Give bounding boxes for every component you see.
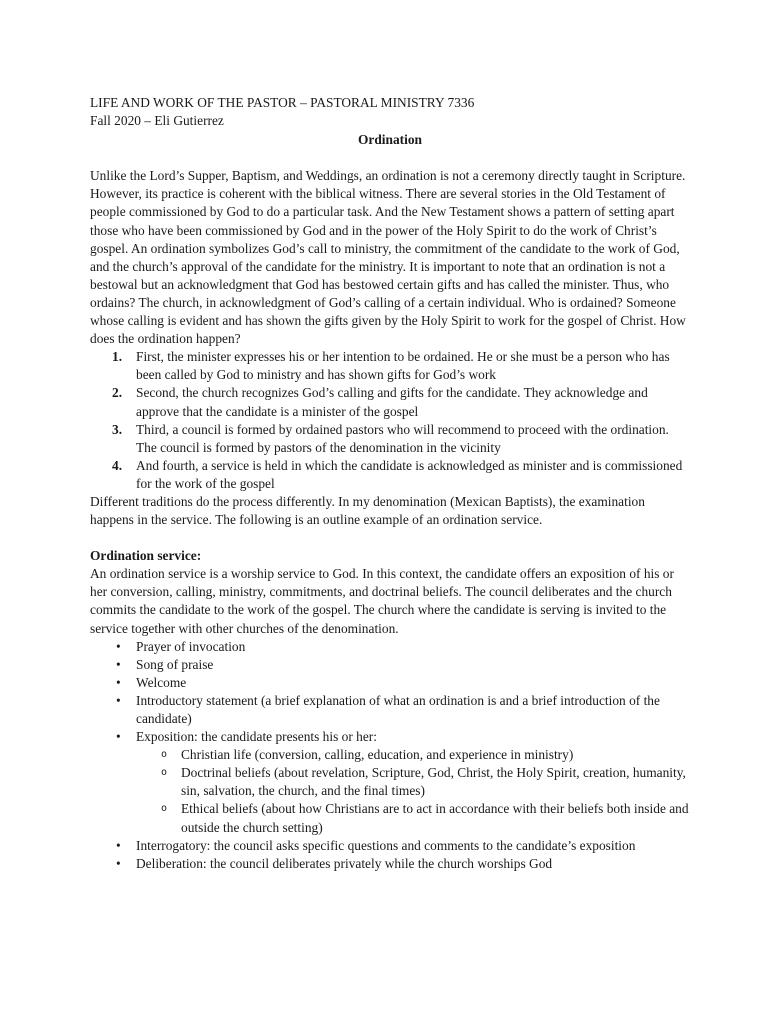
list-item-text: And fourth, a service is held in which the candidate is acknowledged as minister and is commissioned for the work of the gospel	[136, 457, 683, 491]
sub-list-item	[136, 800, 690, 836]
list-item-text: First, the minister expresses his or her intention to be ordained. He or she must be a person who has been called by God to ministry and has shown gifts for God’s work	[136, 349, 670, 383]
service-paragraph: An ordination service is a worship service to God. In this context, the candidate offers an exposition of his or her conversion, calling, ministry, commitments, and doctrinal beliefs. The council deliberates and the church commits the candidate to the work of the gospel. The church where the candidate is serving is invited to the service together with other churches of the denomination.	[90, 566, 674, 636]
bullet-icon: •	[116, 729, 121, 745]
list-item-text: Third, a council is formed by ordained pastors who will recommend to proceed with the ordination. The council is formed by pastors of the denomination in the vicinity	[136, 421, 669, 455]
list-item	[90, 692, 690, 728]
list-item	[90, 348, 690, 384]
list-item	[90, 656, 690, 674]
sub-list-item-text: Ethical beliefs (about how Christians are to act in accordance with their beliefs both inside and outside the church setting)	[181, 801, 689, 835]
course-title: LIFE AND WORK OF THE PASTOR – PASTORAL MINISTRY 7336	[90, 95, 475, 110]
bullet-icon: •	[116, 692, 121, 708]
sub-bullet-icon: o	[161, 803, 168, 815]
list-item	[90, 728, 690, 837]
list-item	[90, 421, 690, 457]
list-item	[90, 674, 690, 692]
service-outline-list	[90, 638, 690, 873]
list-item	[90, 837, 690, 855]
list-item-text: Deliberation: the council deliberates privately while the church worships God	[136, 855, 553, 871]
spacer	[90, 529, 690, 547]
intro-paragraph: Unlike the Lord’s Supper, Baptism, and Weddings, an ordination is not a ceremony directly taught in Scripture. However, its practice is coherent with the biblical witness. There are several stories in the Old Testament of people commissioned by God to do a particular task. And the New Testament shows a pattern of setting apart those who have been commissioned by God and in the power of the Holy Spirit to do the work of Christ’s gospel. An ordination symbolizes God’s call to ministry, the commitment of the candidate to the work of God, and the church’s approval of the candidate for the ministry. It is important to note that an ordination is not a bestowal but an acknowledgment that God has bestowed certain gifts and has called the minister. Thus, who ordains? The church, in acknowledgment of God’s calling of a certain individual. Who is ordained? Someone whose calling is evident and has shown the gifts given by the Holy Spirit to work for the gospel of Christ. How does the ordination happen?	[90, 168, 686, 347]
list-number: 2.	[112, 385, 123, 401]
ordination-steps-list	[90, 348, 690, 493]
list-item	[90, 457, 690, 493]
list-item-text: Prayer of invocation	[136, 638, 246, 654]
list-item-text: Exposition: the candidate presents his or her:	[136, 729, 377, 745]
sub-bullet-icon: o	[161, 749, 168, 761]
list-item	[90, 855, 690, 873]
bullet-icon: •	[116, 656, 121, 672]
closing-paragraph: Different traditions do the process differently. In my denomination (Mexican Baptists), the examination happens in the service. The following is an outline example of an ordination service.	[90, 493, 645, 528]
list-item-text: Song of praise	[136, 656, 214, 672]
list-number: 3.	[112, 421, 123, 437]
list-number: 4.	[112, 457, 123, 473]
list-item-text: Introductory statement (a brief explanation of what an ordination is and a brief introduction of the candidate)	[136, 692, 660, 726]
term-author: Fall 2020 – Eli Gutierrez	[90, 113, 224, 129]
bullet-icon: •	[116, 674, 121, 690]
document-title: Ordination	[358, 132, 422, 148]
list-item	[90, 384, 690, 420]
exposition-sublist	[136, 746, 690, 836]
spacer	[90, 149, 690, 167]
list-item	[90, 638, 690, 656]
list-number: 1.	[112, 349, 123, 365]
bullet-icon: •	[116, 837, 121, 853]
list-item-text: Second, the church recognizes God’s calling and gifts for the candidate. They acknowledge and approve that the candidate is a minister of the gospel	[136, 385, 648, 419]
document-body	[90, 94, 690, 873]
sub-list-item-text: Christian life (conversion, calling, education, and experience in ministry)	[181, 747, 574, 763]
list-item-text: Welcome	[136, 674, 187, 690]
bullet-icon: •	[116, 855, 121, 871]
sub-bullet-icon: o	[161, 767, 168, 779]
bullet-icon: •	[116, 638, 121, 654]
section-heading: Ordination service:	[90, 548, 202, 564]
sub-list-item	[136, 746, 690, 764]
sub-list-item-text: Doctrinal beliefs (about revelation, Scripture, God, Christ, the Holy Spirit, creation, humanity, sin, salvation, the church, and the final times)	[181, 765, 686, 799]
list-item-text: Interrogatory: the council asks specific questions and comments to the candidate’s exposition	[136, 837, 636, 853]
sub-list-item	[136, 764, 690, 800]
